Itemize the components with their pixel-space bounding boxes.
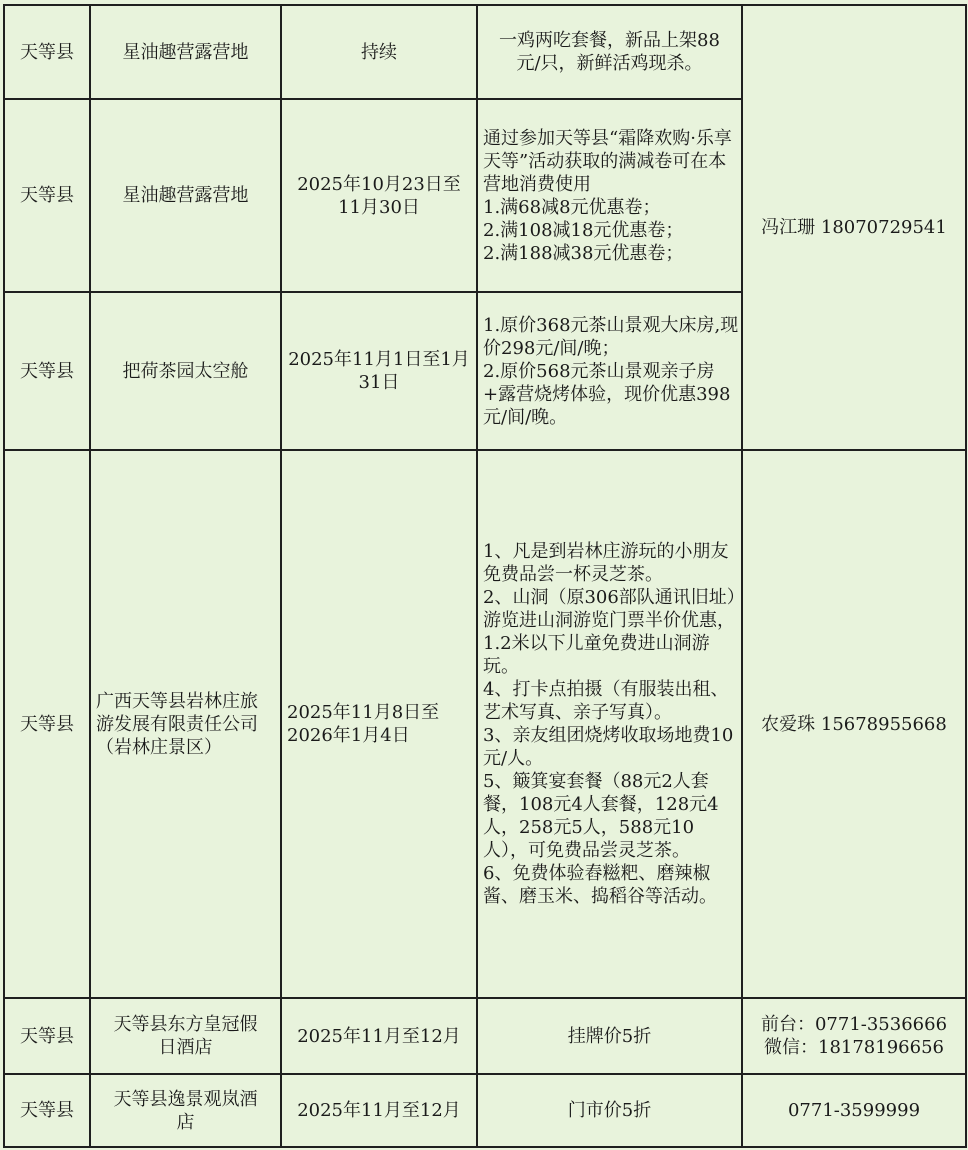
offer-cell xyxy=(477,99,742,292)
county-cell: 天等县 xyxy=(4,292,90,450)
offer-text: 1、凡是到岩林庄游玩的小朋友免费品尝一杯灵芝茶。 2、山洞（原306部队通讯旧址）游览进山洞游览门票半价优惠，1.2米以下儿童免费进山洞游玩。 4、打卡点拍摄（有服装出租、艺术写真、亲子写真）。 3、亲友组团烧烤收取场地费10元/人。 5、簸箕宴套餐（88元2人套餐，108元4人套餐，128元4人，258元5人，588元10人），可免费品尝灵芝茶。 6、免费体验舂糍粑、磨辣椒酱、磨玉米、捣稻谷等活动。 xyxy=(483,541,736,907)
offer-cell: 挂牌价5折 xyxy=(477,998,742,1074)
venue-cell xyxy=(90,1074,281,1147)
contact-line: 微信：18178196656 xyxy=(764,1037,944,1058)
period-text: 2025年11月1日至1月31日 xyxy=(288,349,470,393)
venue-text: 广西天等县岩林庄旅游发展有限责任公司（岩林庄景区） xyxy=(96,690,258,758)
period-cell xyxy=(281,99,477,292)
county-cell: 天等县 xyxy=(4,1074,90,1147)
venue-cell: 把荷茶园太空舱 xyxy=(90,292,281,450)
county-cell: 天等县 xyxy=(4,998,90,1074)
offer-cell xyxy=(477,450,742,998)
period-text: 2025年11月8日至2026年1月4日 xyxy=(287,702,440,746)
county-cell: 天等县 xyxy=(4,5,90,99)
offer-cell xyxy=(477,5,742,99)
offer-text: 一鸡两吃套餐，新品上架88元/只，新鲜活鸡现杀。 xyxy=(499,30,720,74)
period-cell: 持续 xyxy=(281,5,477,99)
table-row xyxy=(4,450,966,998)
contact-cell xyxy=(742,998,966,1074)
promotions-table xyxy=(3,4,967,1148)
offer-cell: 门市价5折 xyxy=(477,1074,742,1147)
period-cell xyxy=(281,450,477,998)
table-row xyxy=(4,5,966,99)
table-row xyxy=(4,1074,966,1147)
county-cell: 天等县 xyxy=(4,450,90,998)
contact-cell: 农爱珠 15678955668 xyxy=(742,450,966,998)
contact-line: 前台：0771-3536666 xyxy=(760,1014,948,1035)
period-cell: 2025年11月至12月 xyxy=(281,1074,477,1147)
contact-cell: 冯江珊 18070729541 xyxy=(742,5,966,450)
contact-cell: 0771-3599999 xyxy=(742,1074,966,1147)
venue-cell xyxy=(90,450,281,998)
period-cell: 2025年11月至12月 xyxy=(281,998,477,1074)
table-row xyxy=(4,998,966,1074)
offer-text: 通过参加天等县“霜降欢购·乐享天等”活动获取的满减卷可在本营地消费使用 1.满68减8元优惠卷； 2.满108减18元优惠卷； 2.满188减38元优惠卷； xyxy=(483,127,732,264)
venue-text: 天等县逸景观岚酒店 xyxy=(113,1088,258,1133)
period-cell xyxy=(281,292,477,450)
county-cell: 天等县 xyxy=(4,99,90,292)
venue-cell: 星油趣营露营地 xyxy=(90,99,281,292)
offer-cell xyxy=(477,292,742,450)
venue-text: 天等县东方皇冠假日酒店 xyxy=(113,1014,258,1058)
venue-cell xyxy=(90,998,281,1074)
offer-text: 1.原价368元茶山景观大床房,现价298元/间/晚； 2.原价568元茶山景观亲子房+露营烧烤体验，现价优惠398元/间/晚。 xyxy=(483,314,739,428)
period-text: 2025年10月23日至11月30日 xyxy=(297,173,461,218)
venue-cell: 星油趣营露营地 xyxy=(90,5,281,99)
